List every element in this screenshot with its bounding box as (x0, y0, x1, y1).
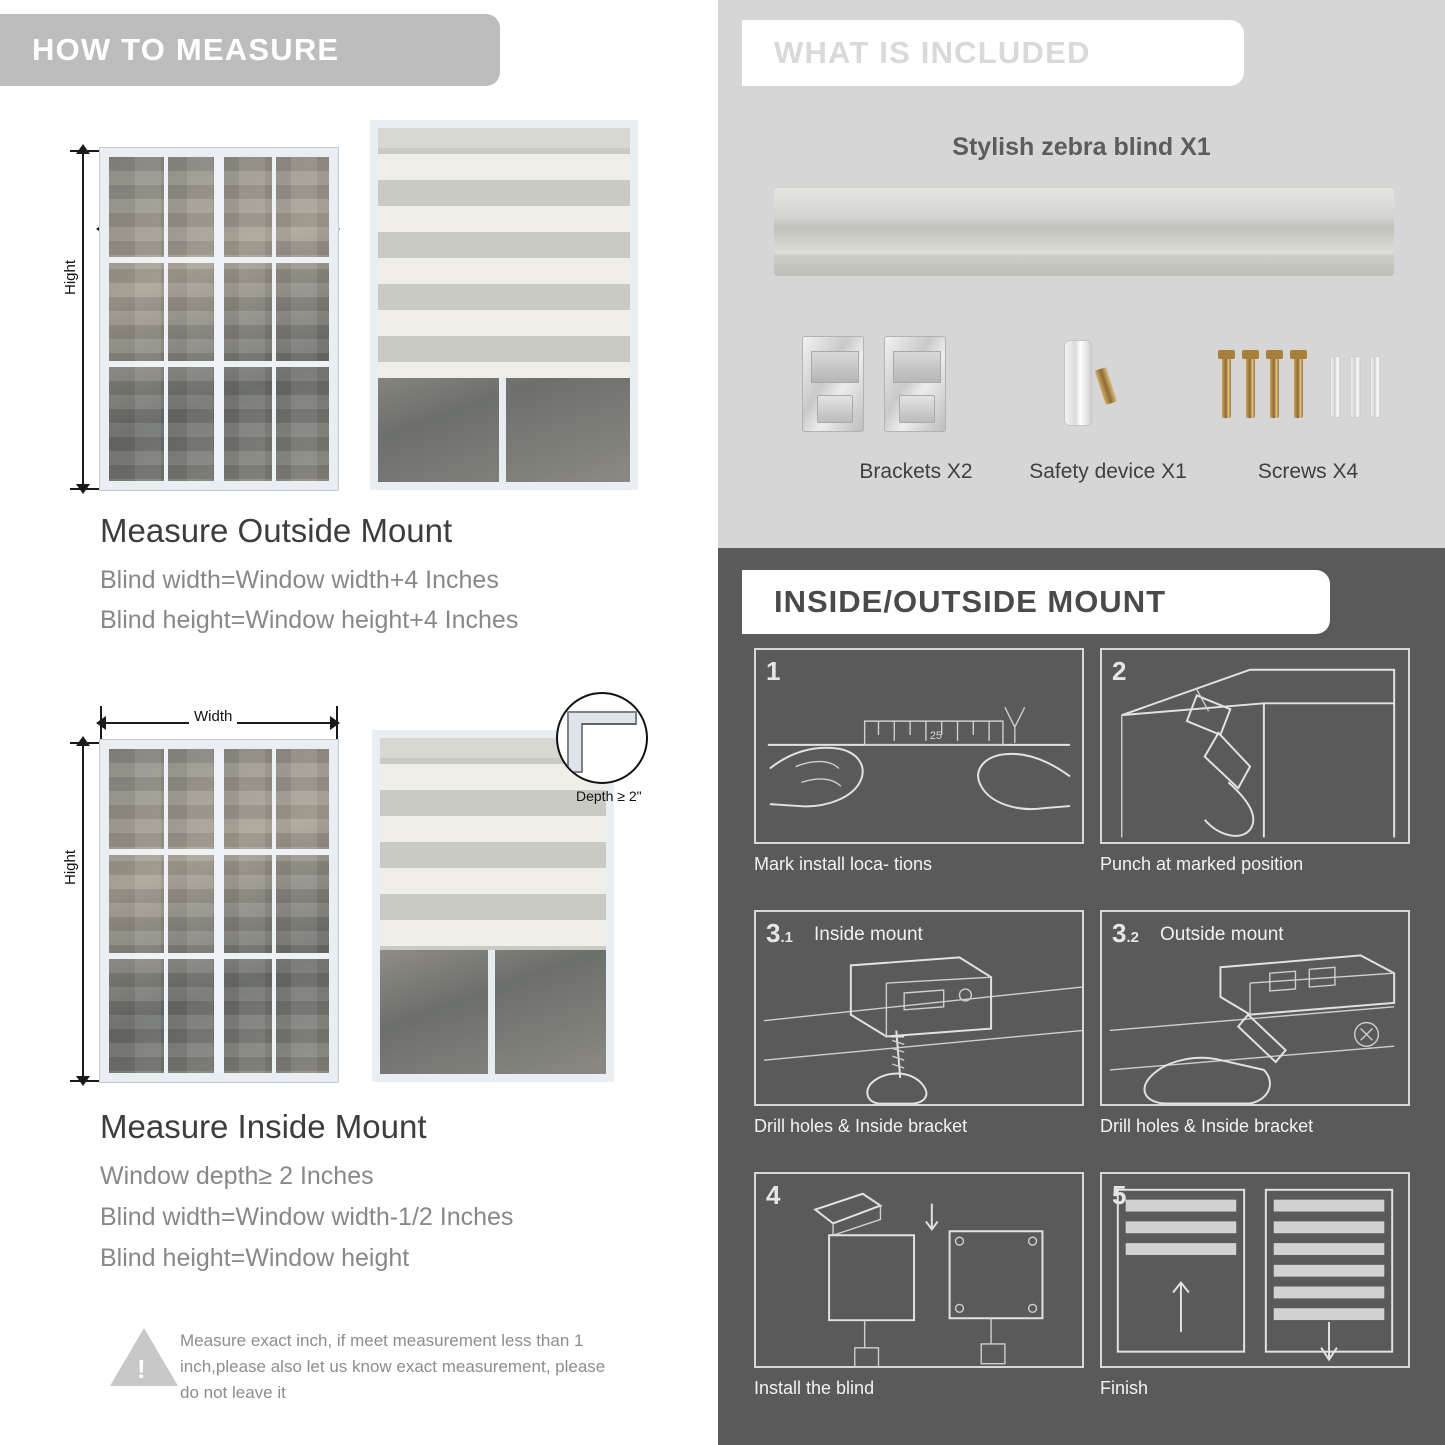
how-to-measure-banner-label: HOW TO MEASURE (32, 32, 340, 67)
step-1-caption: Mark install loca- tions (754, 854, 933, 874)
outside-mount-line-2: Blind height=Window height+4 Inches (100, 606, 519, 634)
mullion-horizontal-1 (109, 257, 329, 263)
what-is-included-banner (742, 20, 1244, 86)
step-3-2-inline-label: Outside mount (1160, 924, 1284, 945)
step-3-2-caption: Drill holes & Inside bracket (1100, 1116, 1314, 1136)
step-3-2-number: 3.2 (1112, 918, 1139, 948)
step-1-sketch (756, 650, 1082, 844)
step-2-sketch (1102, 650, 1408, 843)
screw-icon-2 (1246, 356, 1255, 418)
window-view (109, 157, 329, 481)
step-3-1-caption: Drill holes & Inside bracket (754, 1116, 968, 1136)
depth-callout-circle (556, 692, 648, 784)
zebra-blind-bottom-rail (774, 254, 1394, 276)
window-view-inside (109, 749, 329, 1073)
wall-anchor-icon-3 (1370, 356, 1381, 418)
screws-label: Screws X4 (1257, 460, 1359, 483)
bracket-icon-1 (802, 336, 864, 432)
wall-anchor-icon-2 (1350, 356, 1361, 418)
outside-height-arrow (82, 150, 84, 490)
step-card-2 (1100, 648, 1410, 844)
screw-icon-1 (1222, 356, 1231, 418)
step-1-number: 1 (766, 656, 781, 686)
mullion-vertical-3 (272, 157, 276, 481)
measure-note (100, 1320, 660, 1420)
step-2-number: 2 (1112, 656, 1127, 686)
step-3-1-number: 3.1 (766, 918, 793, 948)
depth-label: Depth ≥ 2" (576, 788, 642, 804)
how-to-measure-panel (0, 0, 712, 1445)
depth-callout-sketch (558, 694, 648, 784)
inside-width-label: Width (189, 708, 237, 725)
main-item-label: Stylish zebra blind X1 (952, 133, 1211, 161)
step-4-sketch (756, 1174, 1082, 1368)
blind-covered-window-outside (370, 120, 638, 490)
mullion-vertical-2 (164, 157, 168, 481)
inside-mount-line-3: Blind height=Window height (100, 1244, 410, 1272)
step-card-4 (754, 1172, 1084, 1368)
step-5-number: 5 (1112, 1180, 1127, 1210)
inside-outside-mount-banner (742, 570, 1330, 634)
mullion-horizontal-inside-2 (109, 953, 329, 959)
safety-device-label: Safety device X1 (1029, 460, 1187, 483)
step-3-1-inline-label: Inside mount (814, 924, 923, 945)
svg-text:25: 25 (929, 729, 942, 742)
inside-height-arrow (82, 742, 84, 1082)
outside-mount-line-1: Blind width=Window width+4 Inches (100, 566, 499, 594)
inside-outside-mount-banner-label: INSIDE/OUTSIDE MOUNT (774, 584, 1167, 619)
step-card-5 (1100, 1172, 1410, 1368)
wall-anchor-icon-1 (1330, 356, 1341, 418)
outside-mount-diagram (0, 100, 712, 510)
outside-height-label: Hight (62, 255, 79, 300)
inside-width-arrow-right-head (330, 716, 340, 730)
step-5-caption: Finish (1100, 1378, 1149, 1398)
mullion-vertical-inside-3 (272, 749, 276, 1073)
screw-icon-4 (1294, 356, 1303, 418)
brackets-part (796, 336, 1016, 446)
step-4-number: 4 (766, 1180, 781, 1210)
safety-screw-icon (1095, 367, 1118, 405)
zebra-blind-product (774, 188, 1394, 254)
how-to-measure-banner (0, 14, 500, 86)
inside-height-label: Hight (62, 845, 79, 890)
screw-icon-3 (1270, 356, 1279, 418)
safety-device-part (1048, 340, 1128, 440)
zebra-fabric (378, 128, 630, 378)
inside-mount-line-1: Window depth≥ 2 Inches (100, 1162, 374, 1190)
mullion-horizontal-inside-1 (109, 849, 329, 855)
mullion-vertical-inside-2 (164, 749, 168, 1073)
step-4-caption: Install the blind (754, 1378, 875, 1398)
inside-width-tick-right (336, 706, 338, 740)
mullion-vertical (214, 157, 224, 481)
brackets-label: Brackets X2 (859, 460, 973, 483)
safety-device-icon (1064, 340, 1092, 426)
step-card-3-1 (754, 910, 1084, 1106)
step-card-3-2 (1100, 910, 1410, 1106)
window-photo-inside (100, 740, 338, 1082)
inside-mount-diagram (0, 700, 712, 1100)
outside-mount-title: Measure Outside Mount (100, 512, 453, 549)
mullion-horizontal-2 (109, 361, 329, 367)
bracket-icon-2 (884, 336, 946, 432)
inside-outside-mount-panel (718, 548, 1445, 1445)
inside-width-tick-left (100, 706, 102, 740)
inside-mount-title: Measure Inside Mount (100, 1108, 427, 1145)
what-is-included-panel (718, 0, 1445, 548)
window-photo-outside (100, 148, 338, 490)
measure-note-text: Measure exact inch, if meet measurement less than 1 inch,please also let us know exact measurement, please do not leave it (180, 1331, 606, 1402)
screws-part (1208, 338, 1398, 438)
inside-mount-line-2: Blind width=Window width-1/2 Inches (100, 1203, 514, 1231)
warning-exclamation-icon: ! (137, 1354, 146, 1384)
mullion-vertical-inside (214, 749, 224, 1073)
blind-covered-window-inside (372, 730, 614, 1082)
step-2-caption: Punch at marked position (1100, 854, 1304, 874)
what-is-included-banner-label: WHAT IS INCLUDED (774, 35, 1091, 70)
blind-headrail (378, 128, 630, 148)
step-5-sketch (1102, 1174, 1408, 1367)
outside-height-arrow-top-head (76, 144, 90, 154)
step-card-1 (754, 648, 1084, 844)
inside-height-arrow-top-head (76, 736, 90, 746)
